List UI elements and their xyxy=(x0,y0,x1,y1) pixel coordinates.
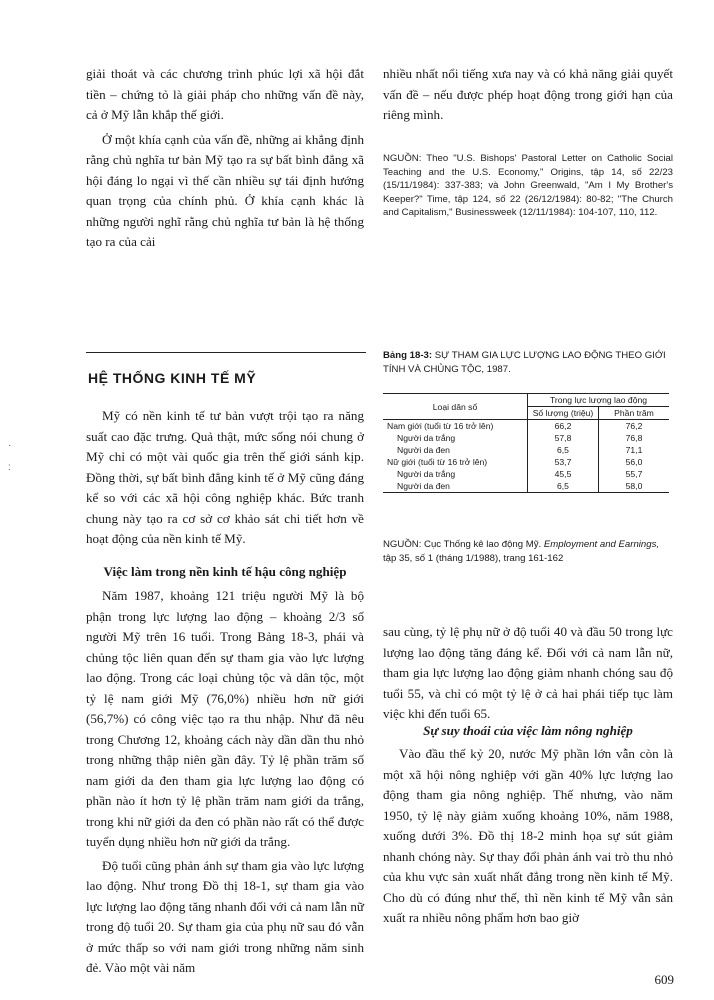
row-count: 53,7 xyxy=(528,456,599,468)
paragraph: Vào đầu thế kỷ 20, nước Mỹ phần lớn vẫn còn là một xã hội nông nghiệp với gần 40% lực lượng lao động tham gia nông nghiệp. Thế nhưng, vào năm 1950, tỷ lệ này giảm xuống khoảng 10%, năm 1988, xuống dưới 3%. Đồ thị 18-2 minh họa sự sút giảm nhanh chóng này. Sự thay đổi phản ánh vai trò thu nhỏ của khu vực sản xuất nhất đẳng trong nền kinh tế Mỹ. Cho dù có đúng như thế, thì nền kinh tế Mỹ vẫn sản xuất ra nhiều nông phẩm hơn bao giờ xyxy=(383,746,673,925)
source-note: NGUỒN: Theo "U.S. Bishops' Pastoral Letter on Catholic Social Teaching and the U.S. Economy," Origins, tập 14, số 22/23 (15/11/1984): 337-383; và John Greenwald, "Am I My Brother's Keeper?" Time, tập 124, số 22 (26/12/1984): 80-82; "The Church and Capitalism," Businessweek (12/11/1984): 104-107, 110, 112. xyxy=(383,153,673,219)
table-title xyxy=(383,349,673,376)
page-number: 609 xyxy=(654,972,674,987)
row-count: 57,8 xyxy=(528,432,599,444)
table-title-text: SỰ THAM GIA LỰC LƯỢNG LAO ĐỘNG THEO GIỚI TÍNH VÀ CHỦNG TỘC, 1987. xyxy=(383,350,666,375)
column-header-percent: Phần trăm xyxy=(599,407,670,420)
paragraph: Ở một khía cạnh của vấn đề, những ai khẳng định rằng chủ nghĩa tư bản Mỹ tạo ra sự bất bình đẳng xã hội đáng lo ngại vì thế cần nhiều sự tái định hướng quan trọng của chính phủ. Ở khía cạnh khác là những người nghĩ rằng chủ nghĩa tư bản là hệ thống tạo ra của cải xyxy=(86,131,364,249)
row-percent: 71,1 xyxy=(599,444,670,456)
row-percent: 76,8 xyxy=(599,432,670,444)
row-count: 6,5 xyxy=(528,444,599,456)
row-percent: 76,2 xyxy=(599,420,670,433)
table-row xyxy=(383,456,669,468)
table-source-suffix: tập 35, số 1 (tháng 1/1988), trang 161-162 xyxy=(383,552,564,564)
table-source xyxy=(383,538,673,565)
row-label: Người da đen xyxy=(383,480,528,493)
paragraph: nhiều nhất nổi tiếng xưa nay và có khả năng giải quyết vấn đề – nếu được phép hoạt động trong giới hạn của riêng mình. xyxy=(383,66,673,122)
row-count: 6,5 xyxy=(528,480,599,493)
paragraph: Độ tuổi cũng phản ánh sự tham gia vào lực lượng lao động. Như trong Đồ thị 18-1, sự tham gia vào lực lượng lao động tăng nhanh đối với cả nam lẫn nữ trong độ tuổi 20. Sự tham gia của phụ nữ sau đó vẫn ở mức thấp so với nam giới trong những năm sinh đẻ. Vào một vài năm xyxy=(86,857,364,975)
column-header-category: Loại dân số xyxy=(383,394,528,420)
row-percent: 58,0 xyxy=(599,480,670,493)
scan-mark: · xyxy=(8,440,12,451)
row-count: 45,5 xyxy=(528,468,599,480)
left-column-top xyxy=(86,64,364,253)
paragraph: Năm 1987, khoảng 121 triệu người Mỹ là bộ phận trong lực lượng lao động – khoảng 2/3 số người Mỹ trên 16 tuổi. Trong Bảng 18-3, phái và chủng tộc liên quan đến sự tham gia vào lực lượng lao động. Trong các loại chủng tộc và dân tộc, một tỷ lệ nam giới Mỹ (76,0%) nhiều hơn nữ giới (56,7%) có công việc tạo ra thu nhập. Như đã nêu trong Chương 12, khoảng cách này dần dần thu nhỏ trong những thập niên gần đây. Tỷ lệ phần trăm số nam giới da đen tham gia lực lượng lao động có phần nào ít hơn tỷ lệ phần trăm nam giới da trắng, trong khi nữ giới da đen có phần nào rất có thể được tuyển dụng nhiều hơn nữ giới da trắng. xyxy=(86,588,364,849)
subheading: Việc làm trong nền kinh tế hậu công nghiệp xyxy=(103,564,347,579)
paragraph: giải thoát và các chương trình phúc lợi xã hội đắt tiền – chứng tỏ là giải pháp cho những vấn đề này, cả ở Mỹ lẫn khắp thế giới. xyxy=(86,66,364,122)
subheading-italic: Sự suy thoái của việc làm nông nghiệp xyxy=(423,723,633,738)
paragraph: sau cùng, tỷ lệ phụ nữ ở độ tuổi 40 và đầu 50 trong lực lượng lao động tăng đáng kể. Đối với cả nam lẫn nữ, tham gia lực lượng lao động giảm nhanh chóng sau độ tuổi 55, và chỉ có một tỷ lệ ở cả hai phái tiếp tục làm việc khi đến tuổi 65. xyxy=(383,624,673,721)
table-row xyxy=(383,468,669,480)
section-rule xyxy=(86,352,366,353)
source-note-block xyxy=(383,152,673,220)
table-row xyxy=(383,480,669,493)
row-label: Người da trắng xyxy=(397,433,456,443)
row-percent: 55,7 xyxy=(599,468,670,480)
labor-force-table xyxy=(383,393,669,493)
table-source-title: Employment and Earnings, xyxy=(543,539,660,550)
table-row xyxy=(383,444,669,456)
agriculture-block xyxy=(383,744,673,929)
table-header-row xyxy=(383,394,669,407)
right-column-top xyxy=(383,64,673,126)
column-group-header: Trong lực lượng lao động xyxy=(528,394,670,407)
column-header-count: Số lượng (triệu) xyxy=(528,407,599,420)
row-label: Người da trắng xyxy=(397,469,456,479)
row-label: Nam giới (tuổi từ 16 trở lên) xyxy=(387,421,494,431)
section-title: HỆ THỐNG KINH TẾ MỸ xyxy=(88,370,257,386)
paragraph: Mỹ có nền kinh tế tư bản vượt trội tạo ra năng suất cao đặc trưng. Quả thật, mức sống nói chung ở Mỹ chỉ có một vài quốc gia trên thế giới sánh kịp. Đồng thời, sự bất bình đẳng kinh tế ở Mỹ cũng đáng kể so với các xã hội công nghiệp khác. Bức tranh chung này tạo ra cơ sở cơ khảo sát chi tiết hơn về hoạt động của nền kinh tế Mỹ. xyxy=(86,408,364,546)
table-source-prefix: NGUỒN: Cục Thống kê lao động Mỹ. xyxy=(383,539,542,550)
row-percent: 56,0 xyxy=(599,456,670,468)
table-row xyxy=(383,432,669,444)
scan-mark: : xyxy=(8,462,11,473)
row-label: Người da đen xyxy=(397,445,450,455)
body-block xyxy=(86,586,364,979)
right-column-continuation xyxy=(383,622,673,725)
table-row xyxy=(383,420,669,433)
row-label: Nữ giới (tuổi từ 16 trở lên) xyxy=(387,457,488,467)
row-count: 66,2 xyxy=(528,420,599,433)
intro-block xyxy=(86,406,364,550)
table-label: Bảng 18-3: xyxy=(383,350,433,361)
